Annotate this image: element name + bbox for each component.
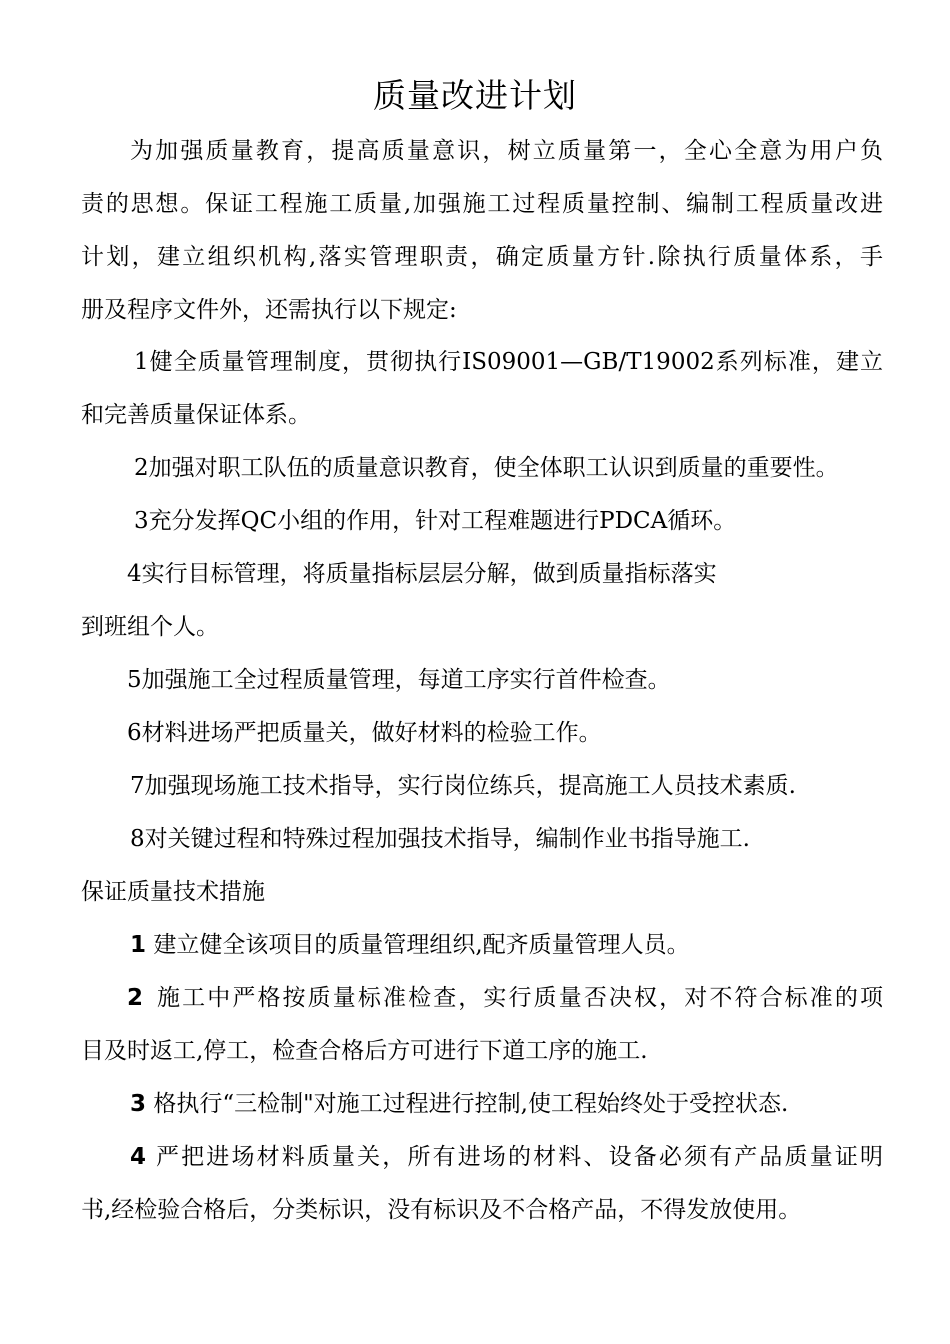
measure-1: [130, 928, 690, 962]
measure-4-text-line-1: 严把进场材料质量关，所有进场的材料、设备必须有产品质量证明: [156, 1144, 883, 1170]
intro-line-4: 册及程序文件外，还需执行以下规定:: [81, 297, 457, 323]
page-title: 质量改进计划: [373, 76, 577, 115]
measure-2: [127, 981, 883, 1015]
measure-4: [130, 1140, 883, 1174]
measure-2-number: 2: [127, 985, 144, 1011]
measure-3-number: 3: [130, 1091, 147, 1117]
measure-4-number: 4: [130, 1144, 147, 1170]
measure-3: [130, 1087, 788, 1121]
intro-line-1: 为加强质量教育，提高质量意识，树立质量第一，全心全意为用户负: [130, 138, 883, 164]
rule-3-line-1: 3充分发挥QC小组的作用，针对工程难题进行PDCA循环。: [134, 508, 737, 534]
rule-4-line-2: 到班组个人。: [81, 614, 219, 640]
measure-2-text-line-2: 目及时返工,停工，检查合格后方可进行下道工序的施工.: [81, 1038, 648, 1064]
measure-4-text-line-2: 书,经检验合格后，分类标识，没有标识及不合格产品，不得发放使用。: [81, 1197, 802, 1223]
rule-1-line-2: 和完善质量保证体系。: [81, 402, 311, 428]
measure-2-text-line-1: 施工中严格按质量标准检查，实行质量否决权，对不符合标准的项: [157, 985, 883, 1011]
intro-line-3: 计划，建立组织机构,落实管理职责，确定质量方针.除执行质量体系，手: [81, 244, 883, 270]
rule-1-line-1: 1健全质量管理制度，贯彻执行IS09001—GB/T19002系列标准，建立: [134, 349, 883, 375]
section-heading: 保证质量技术措施: [81, 879, 265, 905]
intro-line-2: 责的思想。保证工程施工质量,加强施工过程质量控制、编制工程质量改进: [81, 191, 883, 217]
measure-3-text: 格执行“三检制"对施工过程进行控制,使工程始终处于受控状态.: [153, 1091, 789, 1117]
rule-6-line-1: 6材料进场严把质量关，做好材料的检验工作。: [127, 720, 602, 746]
rule-4-line-1: 4实行目标管理，将质量指标层层分解，做到质量指标落实: [127, 561, 717, 587]
rule-5-line-1: 5加强施工全过程质量管理，每道工序实行首件检查。: [127, 667, 671, 693]
measure-1-number: 1: [130, 932, 147, 958]
rule-8-line-1: 8对关键过程和特殊过程加强技术指导，编制作业书指导施工.: [130, 826, 750, 852]
rule-2-line-1: 2加强对职工队伍的质量意识教育，使全体职工认识到质量的重要性。: [134, 455, 839, 481]
measure-1-text: 建立健全该项目的质量管理组织,配齐质量管理人员。: [153, 932, 690, 958]
rule-7-line-1: 7加强现场施工技术指导，实行岗位练兵，提高施工人员技术素质.: [130, 773, 796, 799]
